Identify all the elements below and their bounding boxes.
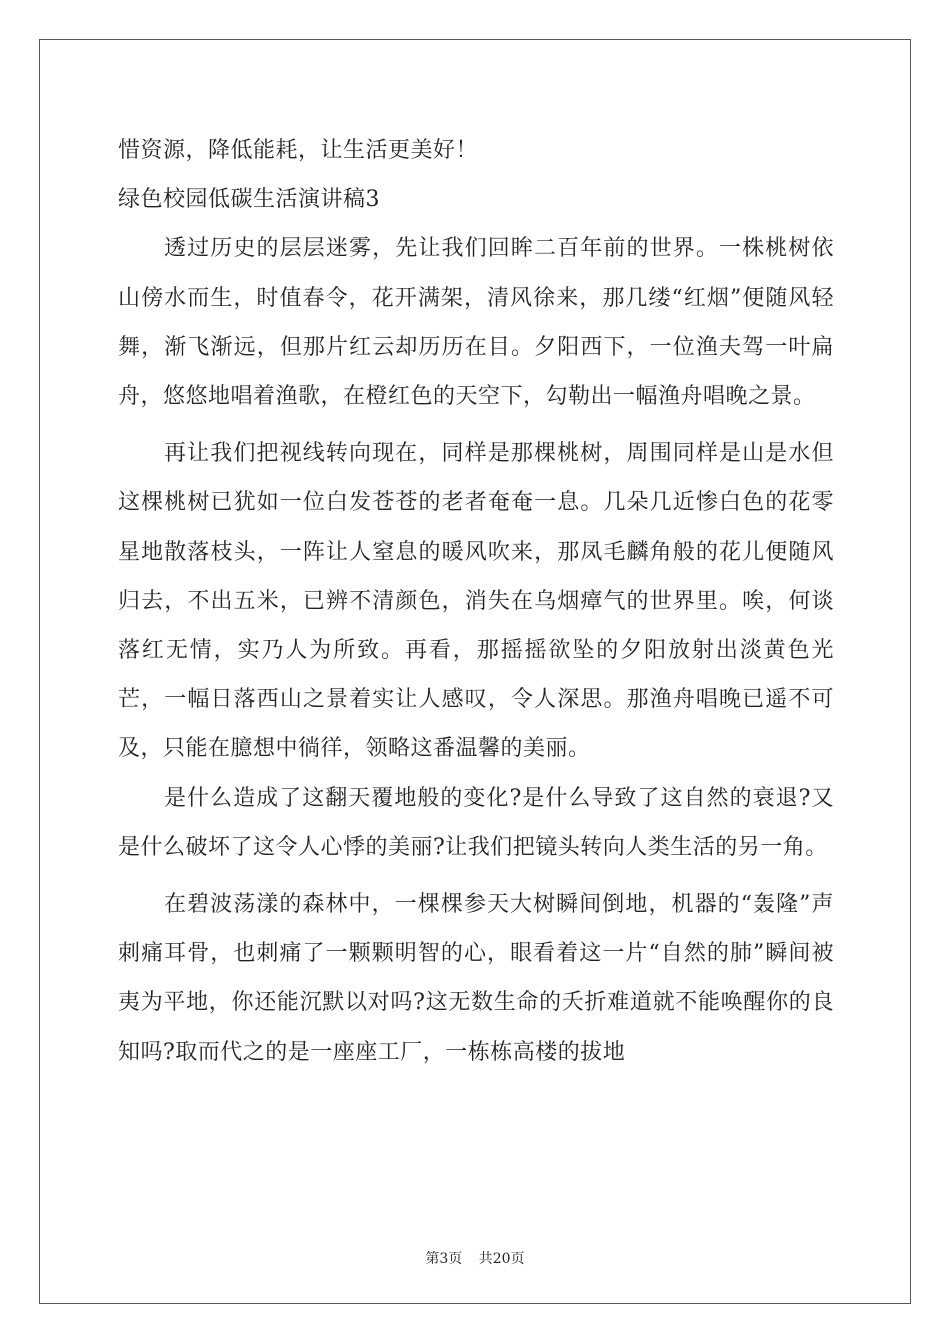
section-title: 绿色校园低碳生活演讲稿3: [118, 187, 380, 213]
page-total: 共20页: [478, 1251, 525, 1267]
paragraph: 再让我们把视线转向现在，同样是那棵桃树，周围同样是山是水但这棵桃树已犹如一位白发苍苍的老者奄奄一息。几朵几近惨白色的花零星地散落枝头，一阵让人窒息的暖风吹来，那凤毛麟角般的花儿便随风归去，不出五米，已辨不清颜色，消失在乌烟瘴气的世界里。唉，何谈落红无情，实乃人为所致。再看，那摇摇欲坠的夕阳放射出淡黄色光芒，一幅日落西山之景着实让人感叹，令人深思。那渔舟唱晚已遥不可及，只能在臆想中徜徉，领略这番温馨的美丽。: [118, 441, 834, 762]
page-footer: [0, 1248, 950, 1268]
page-number: 第3页: [425, 1251, 463, 1267]
text-line: 惜资源，降低能耗，让生活更美好！: [118, 138, 479, 163]
paragraph: 是什么造成了这翻天覆地般的变化?是什么导致了这自然的衰退?又是什么破坏了这令人心悸的美丽?让我们把镜头转向人类生活的另一角。: [118, 785, 834, 860]
paragraph: 在碧波荡漾的森林中，一棵棵参天大树瞬间倒地，机器的“轰隆”声刺痛耳骨，也刺痛了一颗颗明智的心，眼看着这一片“自然的肺”瞬间被夷为平地，你还能沉默以对吗?这无数生命的夭折难道就不能唤醒你的良知吗?取而代之的是一座座工厂，一栋栋高楼的拔地: [118, 892, 834, 1065]
paragraph: 透过历史的层层迷雾，先让我们回眸二百年前的世界。一株桃树依山傍水而生，时值春令，花开满架，清风徐来，那几缕“红烟”便随风轻舞，渐飞渐远，但那片红云却历历在目。夕阳西下，一位渔夫驾一叶扁舟，悠悠地唱着渔歌，在橙红色的天空下，勾勒出一幅渔舟唱晚之景。: [118, 236, 834, 409]
document-body: [118, 126, 834, 1077]
